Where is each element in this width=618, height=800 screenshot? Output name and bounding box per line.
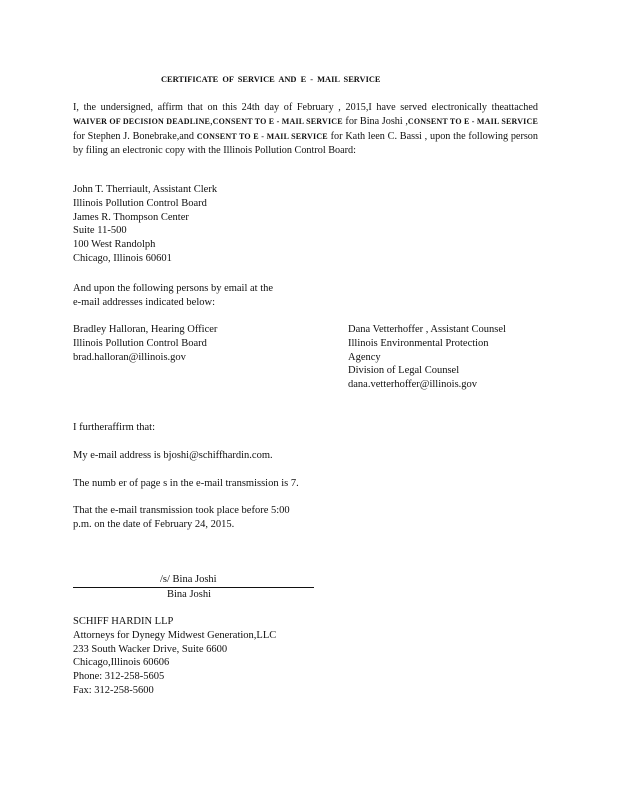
recipient-email: dana.vetterhoffer@illinois.gov (348, 379, 478, 391)
firm-fax: Fax: 312-258-5600 (73, 684, 154, 696)
recipient-line: Illinois Pollution Control Board (73, 337, 207, 349)
time-line: That the e-mail transmission took place before 5:00 (73, 505, 290, 516)
firm-line: Attorneys for Dynegy Midwest Generation,LLC (73, 629, 277, 641)
pages-statement: The numb er of page s in the e-mail transmission is 7. (73, 478, 299, 489)
signature: /s/ Bina Joshi (160, 574, 217, 585)
email-intro (73, 282, 273, 310)
signer-name: Bina Joshi (167, 589, 212, 600)
address-line: John T. Therriault, Assistant Clerk (73, 184, 218, 195)
address-line: James R. Thompson Center (73, 211, 189, 223)
email-intro-line: e-mail addresses indicated below: (73, 296, 215, 308)
further-affirm: I furtheraffirm that: (73, 422, 156, 433)
document-title-waiver: WAIVER OF DECISION DEADLINE (73, 117, 211, 127)
intro-text-5: for Kath leen C. Bassi , upon the following person by filing an electronic copy with the Illinois Pollution Control Board: (73, 130, 538, 157)
intro-paragraph (73, 101, 538, 159)
intro-text-1: I, the undersigned, affirm that on this 24th day of February , 2015,I have served electronically theattached (73, 102, 538, 113)
firm-block (73, 615, 276, 698)
recipient-line: Bradley Halloran, Hearing Officer (73, 324, 218, 335)
document-title-consent-1: CONSENT TO E - MAIL SERVICE (212, 117, 343, 127)
recipient-line: Division of Legal Counsel (348, 365, 460, 377)
page-title: CERTIFICATE OF SERVICE AND E - MAIL SERVICE (161, 75, 381, 84)
recipient-line: Dana Vetterhoffer , Assistant Counsel (348, 324, 506, 335)
recipient-email: brad.halloran@illinois.gov (73, 351, 186, 363)
document-title-consent-3: CONSENT TO E - MAIL SERVICE (196, 131, 328, 141)
clerk-address-block (73, 183, 217, 266)
recipient-left (73, 323, 217, 364)
firm-phone: Phone: 312-258-5605 (73, 671, 165, 683)
time-line: p.m. on the date of February 24, 2015. (73, 518, 235, 530)
document-title-consent-2: CONSENT TO E - MAIL SERVICE (407, 117, 539, 127)
recipient-line: Agency (348, 351, 381, 363)
time-statement (73, 504, 290, 532)
intro-text-4: for Stephen J. Bonebrake,and (73, 130, 194, 142)
recipient-right (348, 323, 506, 392)
address-line: 100 West Randolph (73, 239, 156, 251)
email-intro-line: And upon the following persons by email at the (73, 283, 274, 294)
address-line: Illinois Pollution Control Board (73, 197, 207, 209)
address-line: Suite 11-500 (73, 225, 127, 237)
firm-line: Chicago,Illinois 60606 (73, 657, 170, 669)
intro-text-3: for Bina Joshi , (345, 116, 408, 128)
firm-line: 233 South Wacker Drive, Suite 6600 (73, 643, 228, 655)
firm-name: SCHIFF HARDIN LLP (73, 616, 174, 627)
recipient-line: Illinois Environmental Protection (348, 337, 489, 349)
address-line: Chicago, Illinois 60601 (73, 252, 172, 264)
intro-text-2: , (210, 116, 213, 128)
email-statement: My e-mail address is bjoshi@schiffhardin.com. (73, 450, 273, 461)
